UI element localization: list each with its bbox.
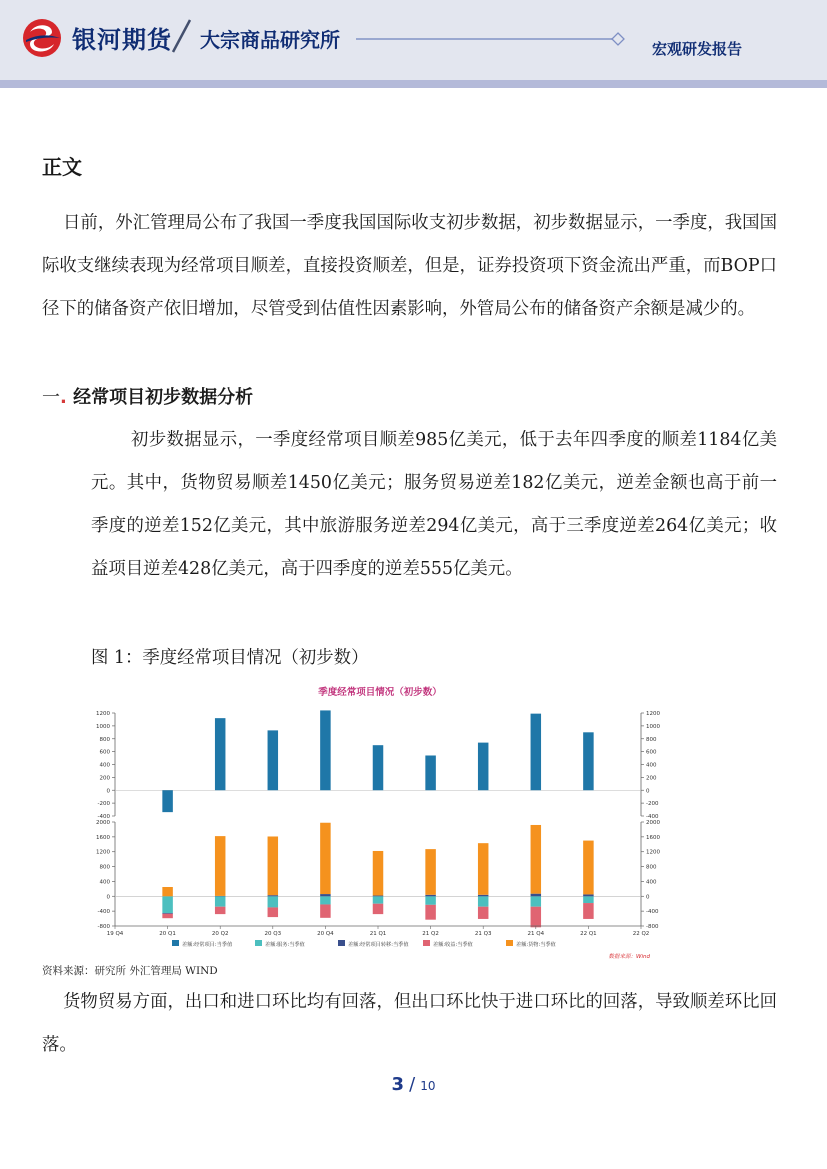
bar-top-20-Q2 <box>215 718 226 790</box>
y-tick-label-left: 400 <box>99 879 110 886</box>
legend-label: 差额:经常项目转移:当季值 <box>348 942 409 948</box>
y-tick-label-right: 0 <box>646 894 650 901</box>
y-tick-label-right: -400 <box>646 814 659 820</box>
y-tick-label-left: -200 <box>97 801 110 808</box>
bar-bottom-21-Q3 <box>478 895 489 896</box>
x-tick-label: 19 Q4 <box>106 931 124 937</box>
page-current: 3 <box>391 1074 404 1095</box>
x-tick-label: 21 Q4 <box>527 931 545 937</box>
analysis-paragraph: 初步数据显示，一季度经常项目顺差985亿美元，低于去年四季度的顺差1184亿美元。其中，货物贸易顺差1450亿美元；服务贸易逆差182亿美元，逆差金额也高于前一季度的逆差152亿美元，其中旅游服务逆差294亿美元，高于三季度逆差264亿美元；收益项目逆差428亿美元，高于四季度的逆差555亿美元。 <box>91 430 777 579</box>
bar-top-22-Q1 <box>583 732 594 790</box>
legend-swatch <box>172 940 179 946</box>
report-type-label: 宏观研发报告 <box>652 40 743 58</box>
bar-bottom-21-Q2 <box>425 896 436 905</box>
bar-bottom-20-Q3 <box>268 896 279 907</box>
heading-dot: . <box>60 387 67 408</box>
y-tick-label-right: 200 <box>646 775 657 782</box>
y-tick-label-right: 400 <box>646 762 657 769</box>
heading-number: 一 <box>42 387 60 408</box>
bar-bottom-20-Q2 <box>215 836 226 896</box>
galaxy-logo-icon <box>22 18 62 58</box>
bar-bottom-20-Q4 <box>320 904 331 917</box>
bar-bottom-21-Q2 <box>425 849 436 895</box>
y-tick-label-left: -800 <box>97 924 110 930</box>
legend-swatch <box>423 940 430 946</box>
chart-title: 季度经常项目情况（初步数） <box>318 687 442 698</box>
heading-text: 经常项目初步数据分析 <box>73 387 254 408</box>
x-tick-label: 20 Q2 <box>211 931 229 937</box>
division-name: 大宗商品研究所 <box>200 28 340 52</box>
figure-caption: 图 1：季度经常项目情况（初步数） <box>91 648 369 668</box>
bar-top-21-Q2 <box>425 755 436 790</box>
header-diamond-icon <box>611 32 625 46</box>
bar-bottom-21-Q4 <box>531 894 542 897</box>
bar-top-20-Q4 <box>320 710 331 790</box>
x-tick-label: 20 Q3 <box>264 931 282 937</box>
bar-bottom-20-Q4 <box>320 896 331 904</box>
intro-paragraph: 日前，外汇管理局公布了我国一季度我国国际收支初步数据，初步数据显示，一季度，我国国际收支继续表现为经常项目顺差，直接投资顺差，但是，证券投资项下资金流出严重，而BOP口径下的储备资产依旧增加，尽管受到估值性因素影响，外管局公布的储备资产余额是减少的。 <box>42 213 777 319</box>
legend-swatch <box>506 940 513 946</box>
bar-bottom-20-Q1 <box>162 913 173 914</box>
y-tick-label-right: 1000 <box>646 723 660 730</box>
page-number <box>0 1074 827 1095</box>
current-account-chart <box>90 680 670 965</box>
bar-bottom-21-Q2 <box>425 895 436 896</box>
bar-bottom-20-Q1 <box>162 896 173 913</box>
y-tick-label-left: -400 <box>97 909 110 916</box>
chart-source-note: 数据来源：Wind <box>608 954 650 960</box>
y-tick-label-right: 1600 <box>646 834 660 841</box>
y-tick-label-right: 1200 <box>646 711 660 717</box>
bar-bottom-21-Q3 <box>478 896 489 906</box>
bar-top-20-Q3 <box>268 730 279 790</box>
legend-label: 差额:服务:当季值 <box>265 942 305 948</box>
bar-bottom-20-Q3 <box>268 836 279 895</box>
x-tick-label: 20 Q1 <box>159 931 176 937</box>
bar-bottom-22-Q1 <box>583 903 594 919</box>
y-tick-label-right: 800 <box>646 864 657 871</box>
bar-bottom-21-Q2 <box>425 905 436 920</box>
legend-label: 差额:货物:当季值 <box>516 942 556 948</box>
x-tick-label: 20 Q4 <box>317 931 334 937</box>
y-tick-label-left: 800 <box>99 736 110 743</box>
y-tick-label-left: 1200 <box>96 849 110 856</box>
y-tick-label-left: 0 <box>106 894 110 901</box>
bar-bottom-20-Q2 <box>215 907 226 914</box>
x-tick-label: 21 Q3 <box>474 931 492 937</box>
bar-bottom-20-Q4 <box>320 823 331 894</box>
y-tick-label-left: 1000 <box>96 723 110 730</box>
bar-bottom-22-Q1 <box>583 841 594 895</box>
x-tick-label: 22 Q2 <box>632 931 650 937</box>
bar-bottom-21-Q1 <box>373 896 384 903</box>
bar-bottom-20-Q3 <box>268 895 279 896</box>
brand-name: 银河期货 <box>72 26 172 54</box>
y-tick-label-left: 0 <box>106 788 110 795</box>
bar-bottom-21-Q1 <box>373 851 384 896</box>
heading-current-account <box>42 383 253 409</box>
bar-bottom-21-Q4 <box>531 907 542 928</box>
x-tick-label: 21 Q2 <box>422 931 439 937</box>
bar-bottom-22-Q1 <box>583 894 594 896</box>
y-tick-label-left: 600 <box>99 749 110 756</box>
y-tick-label-left: -400 <box>97 814 110 820</box>
bar-bottom-20-Q1 <box>162 887 173 896</box>
source-note: 资料来源：研究所 外汇管理局 WIND <box>42 965 218 977</box>
y-tick-label-left: 1600 <box>96 834 110 841</box>
legend-label: 差额:收益:当季值 <box>433 942 473 948</box>
x-tick-label: 21 Q1 <box>369 931 387 937</box>
bar-bottom-21-Q4 <box>531 896 542 906</box>
bar-bottom-21-Q3 <box>478 843 489 895</box>
legend-swatch <box>255 940 262 946</box>
header-stripe <box>0 80 827 88</box>
y-tick-label-right: -800 <box>646 924 659 930</box>
y-tick-label-right: -400 <box>646 909 659 916</box>
y-tick-label-left: 2000 <box>96 820 110 826</box>
y-tick-label-left: 800 <box>99 864 110 871</box>
bar-bottom-22-Q1 <box>583 896 594 903</box>
header-slash-divider <box>170 18 192 54</box>
bar-top-21-Q3 <box>478 743 489 791</box>
legend-swatch <box>338 940 345 946</box>
y-tick-label-right: 0 <box>646 788 650 795</box>
y-tick-label-right: 800 <box>646 736 657 743</box>
y-tick-label-right: 1200 <box>646 849 660 856</box>
bar-bottom-21-Q1 <box>373 904 384 914</box>
bar-bottom-21-Q4 <box>531 825 542 894</box>
y-tick-label-left: 200 <box>99 775 110 782</box>
bar-bottom-20-Q2 <box>215 896 226 906</box>
y-tick-label-right: 600 <box>646 749 657 756</box>
bar-top-20-Q1 <box>162 790 173 812</box>
bar-bottom-21-Q1 <box>373 896 384 897</box>
y-tick-label-right: -200 <box>646 801 659 808</box>
bar-bottom-20-Q4 <box>320 894 331 896</box>
bar-bottom-20-Q1 <box>162 914 173 918</box>
bar-bottom-21-Q3 <box>478 907 489 919</box>
section-title: 正文 <box>42 155 82 179</box>
y-tick-label-right: 400 <box>646 879 657 886</box>
header-decor-line <box>356 37 618 42</box>
y-tick-label-left: 1200 <box>96 711 110 717</box>
trade-paragraph: 货物贸易方面，出口和进口环比均有回落，但出口环比快于进口环比的回落，导致顺差环比回落。 <box>42 992 777 1055</box>
bar-bottom-20-Q3 <box>268 907 279 917</box>
page-separator: / <box>409 1074 416 1095</box>
page-total: 10 <box>420 1079 436 1093</box>
bar-top-21-Q4 <box>531 714 542 791</box>
x-tick-label: 22 Q1 <box>580 931 597 937</box>
bar-top-21-Q1 <box>373 745 384 790</box>
y-tick-label-right: 2000 <box>646 820 660 826</box>
y-tick-label-left: 400 <box>99 762 110 769</box>
legend-label: 差额:经常项目:当季值 <box>182 942 233 948</box>
